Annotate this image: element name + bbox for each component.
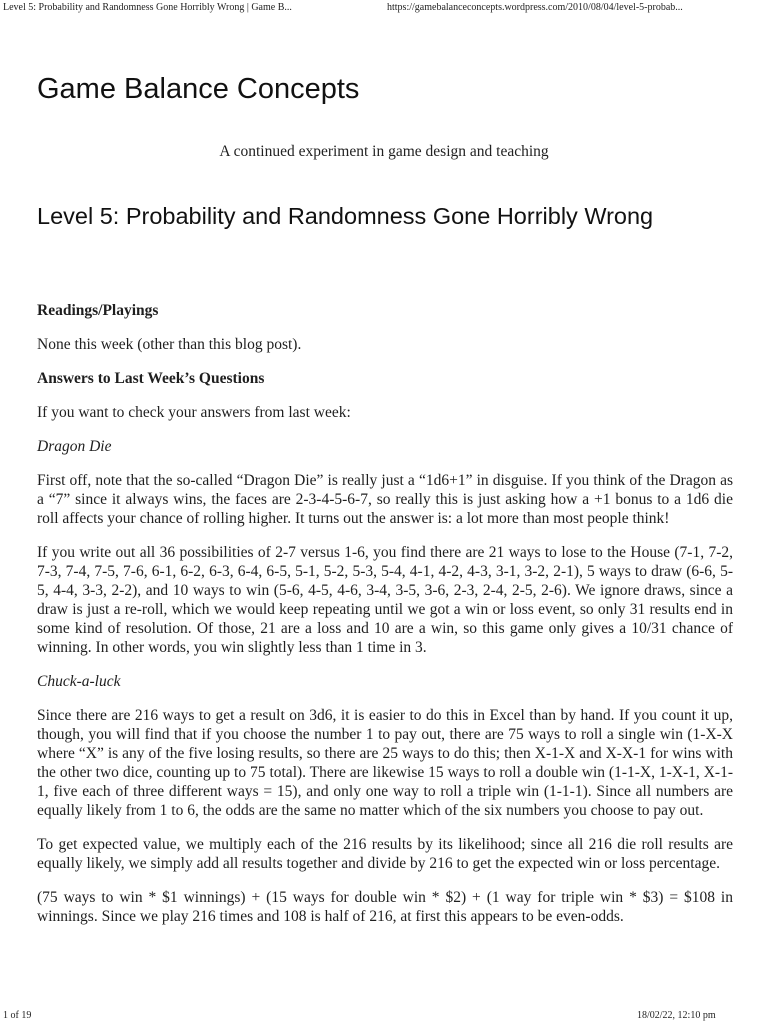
subheading-dragon-die: Dragon Die [37, 438, 112, 455]
print-header [0, 0, 768, 14]
paragraph-dragon-die-1: First off, note that the so-called “Dragon Die” is really just a “1d6+1” in disguise. If you think of the Dragon as a “7” since it always wins, the faces are 2-3-4-5-6-7, so really this is just asking how a +1 bonus to a 1d6 die roll affects your chance of rolling higher. It turns out the answer is: a lot more than most people think! [37, 472, 733, 527]
heading-readings: Readings/Playings [37, 302, 159, 319]
paragraph-dragon-die-2: If you write out all 36 possibilities of 2-7 versus 1-6, you find there are 21 ways to lose to the House (7-1, 7-2, 7-3, 7-4, 7-5, 7-6, 6-1, 6-2, 6-3, 6-4, 6-5, 5-1, 5-2, 5-3, 5-4, 4-1, 4-2, 4-3, 3-1, 3-2, 2-1), 5 ways to draw (6-6, 5-5, 4-4, 3-3, 2-2), and 10 ways to win (5-6, 4-5, 4-6, 3-4, 3-5, 3-6, 2-3, 2-4, 2-5, 2-6). We ignore draws, since a draw is just a re-roll, which we would keep repeating until we got a win or loss event, so only 31 results end in some kind of resolution. Of those, 21 are a loss and 10 are a win, so this game only gives a 10/31 chance of winning. In other words, you win slightly less than 1 time in 3. [37, 544, 733, 656]
print-datetime: 18/02/22, 12:10 pm [637, 1010, 716, 1021]
site-title[interactable]: Game Balance Concepts [37, 73, 360, 105]
paragraph-chuck-a-luck-1: Since there are 216 ways to get a result on 3d6, it is easier to do this in Excel than by hand. If you count it up, though, you will find that if you choose the number 1 to pay out, there are 75 ways to roll a single win (1-X-X where “X” is any of the five losing results, so there are 25 ways to do this; then X-1-X and X-X-1 for wins with the other two dice, counting up to 75 total). There are likewise 15 ways to roll a double win (1-1-X, 1-X-1, X-1-1, five each of three different ways = 15), and only one way to roll a triple win (1-1-1). Since all numbers are equally likely from 1 to 6, the odds are the same no matter which of the six numbers you choose to pay out. [37, 707, 733, 819]
print-page-title: Level 5: Probability and Randomness Gone Horribly Wrong | Game B... [3, 2, 292, 13]
paragraph-answers-intro: If you want to check your answers from last week: [37, 404, 351, 421]
subheading-chuck-a-luck: Chuck-a-luck [37, 673, 121, 690]
heading-answers: Answers to Last Week’s Questions [37, 370, 265, 387]
print-footer [0, 1009, 768, 1023]
paragraph-chuck-a-luck-2: To get expected value, we multiply each of the 216 results by its likelihood; since all 216 die roll results are equally likely, we simply add all results together and divide by 216 to get the expected win or loss percentage. [37, 836, 733, 872]
paragraph-readings: None this week (other than this blog post). [37, 336, 302, 353]
post-title[interactable]: Level 5: Probability and Randomness Gone Horribly Wrong [37, 203, 654, 229]
paragraph-chuck-a-luck-3: (75 ways to win * $1 winnings) + (15 ways for double win * $2) + (1 way for triple win * $3) = $108 in winnings. Since we play 216 times and 108 is half of 216, at first this appears to be even-odds. [37, 889, 733, 925]
print-url[interactable]: https://gamebalanceconcepts.wordpress.com/2010/08/04/level-5-probab... [387, 2, 683, 13]
site-tagline: A continued experiment in game design and teaching [219, 143, 549, 160]
post-content [37, 301, 733, 941]
print-page-number: 1 of 19 [3, 1010, 32, 1021]
